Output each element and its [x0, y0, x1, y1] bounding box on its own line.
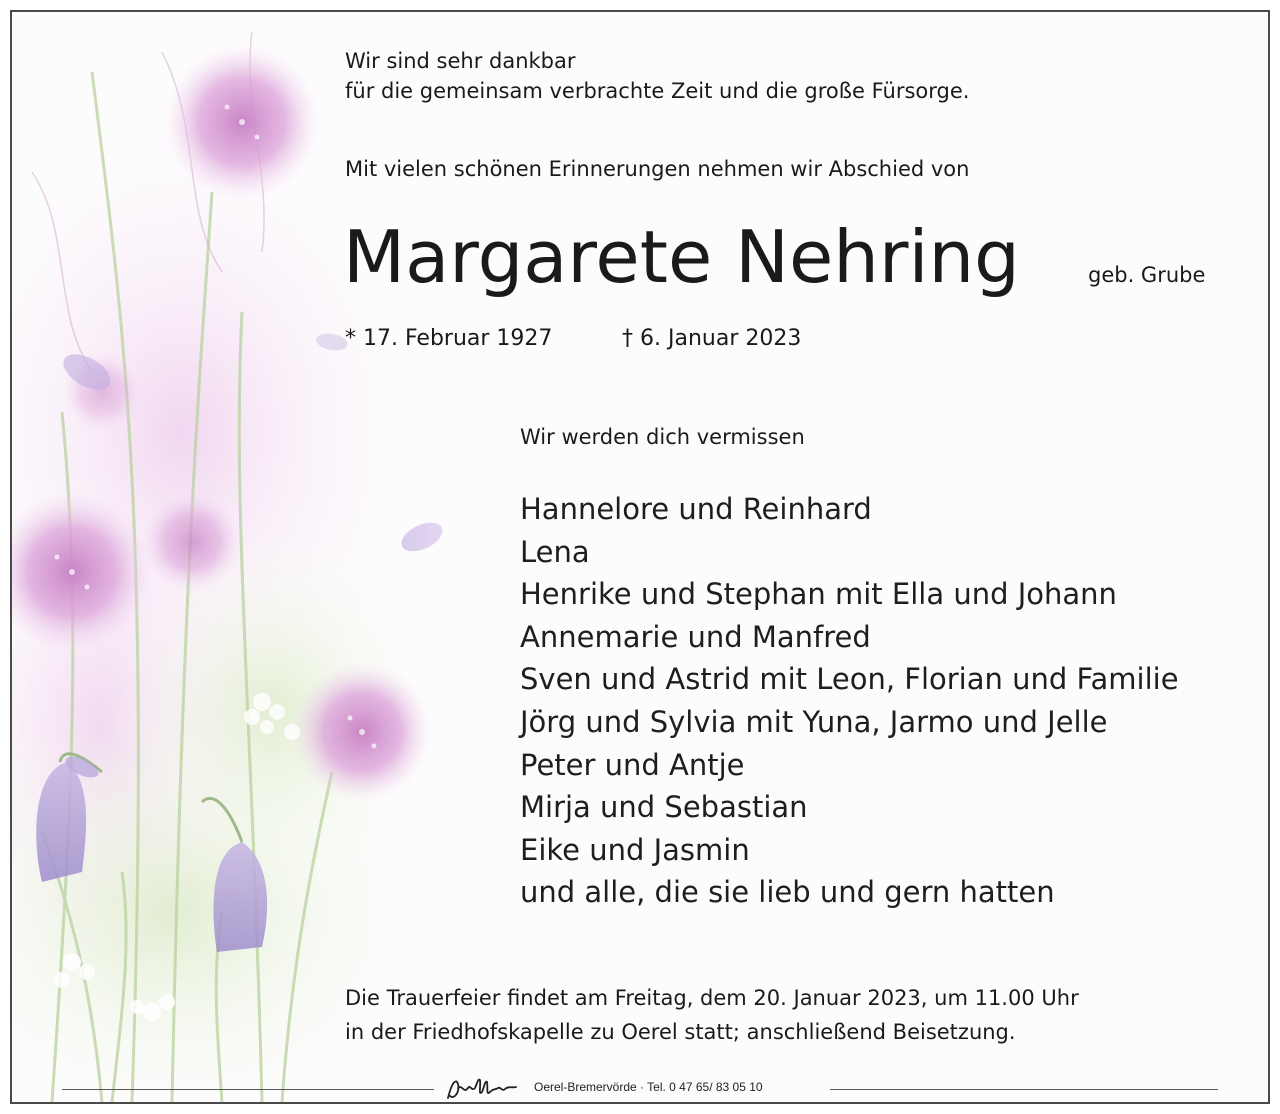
birth-date: * 17. Februar 1927 [345, 326, 553, 351]
intro-line-1: Wir sind sehr dankbar [345, 49, 576, 73]
mourner-line: Henrike und Stephan mit Ella und Johann [520, 577, 1117, 612]
mourners-list [520, 488, 1179, 914]
mourner-line: Annemarie und Manfred [520, 619, 871, 654]
maiden-name: geb. Grube [1088, 263, 1206, 287]
footer-rule-right [830, 1089, 1218, 1090]
footer-contact: Oerel-Bremervörde · Tel. 0 47 65/ 83 05 10 [534, 1080, 763, 1094]
death-date: † 6. Januar 2023 [622, 326, 802, 351]
funeral-home-signature [442, 1074, 532, 1104]
intro-line-2: für die gemeinsam verbrachte Zeit und die große Fürsorge. [345, 79, 970, 103]
missing-line: Wir werden dich vermissen [520, 425, 805, 449]
mourner-line: Lena [520, 534, 590, 569]
service-line-2: in der Friedhofskapelle zu Oerel statt; anschließend Beisetzung. [345, 1020, 1016, 1044]
farewell-line: Mit vielen schönen Erinnerungen nehmen wir Abschied von [345, 157, 970, 181]
mourner-line: und alle, die sie lieb und gern hatten [520, 875, 1055, 910]
service-line-1: Die Trauerfeier findet am Freitag, dem 20. Januar 2023, um 11.00 Uhr [345, 986, 1079, 1010]
obituary-card [10, 10, 1270, 1104]
deceased-name: Margarete Nehring [343, 215, 1020, 299]
mourner-line: Mirja und Sebastian [520, 790, 808, 825]
mourner-line: Eike und Jasmin [520, 832, 750, 867]
mourner-line: Hannelore und Reinhard [520, 492, 872, 526]
footer-rule-left [62, 1089, 434, 1090]
mourner-line: Sven und Astrid mit Leon, Florian und Familie [520, 662, 1179, 697]
mourner-line: Jörg und Sylvia mit Yuna, Jarmo und Jelle [520, 704, 1108, 739]
footer [12, 1074, 1268, 1104]
mourner-line: Peter und Antje [520, 747, 745, 782]
